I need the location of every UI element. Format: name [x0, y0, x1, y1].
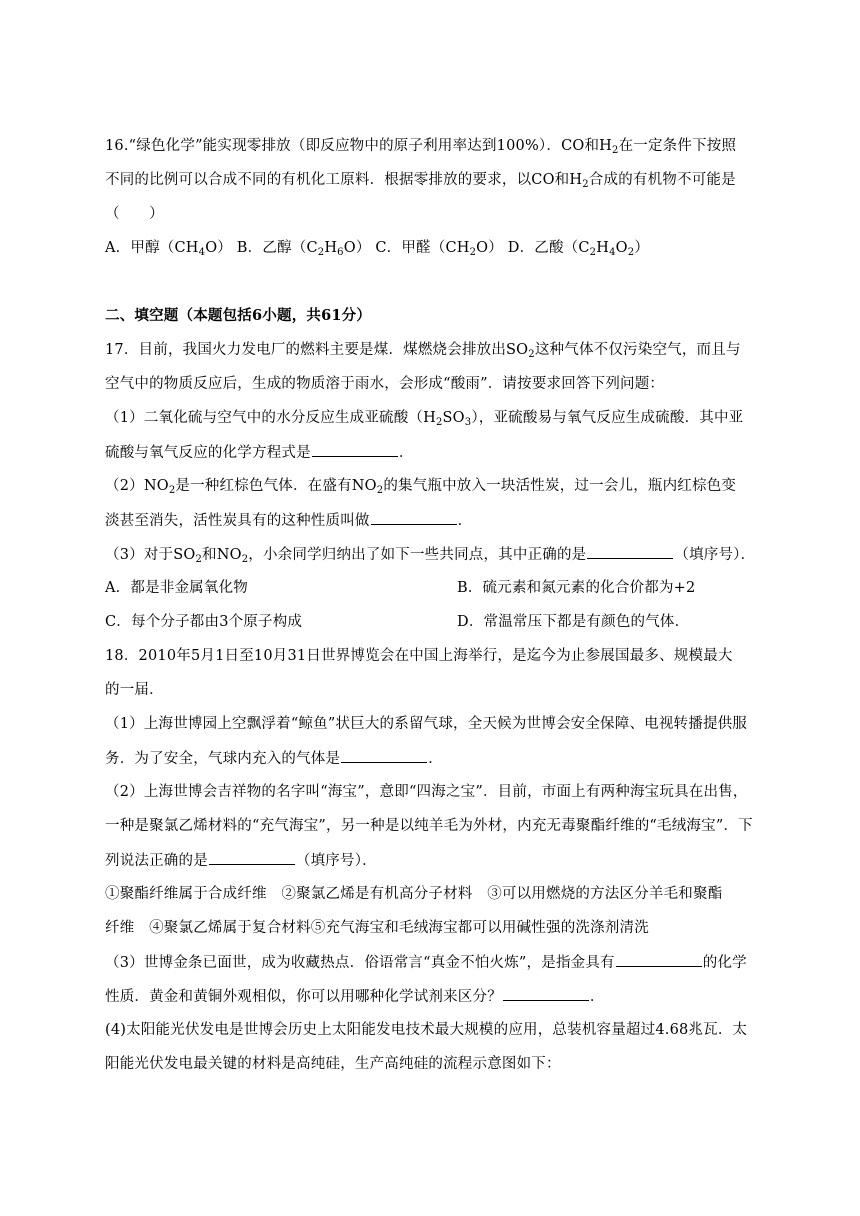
q16-line-2: 不同的比例可以合成不同的有机化工原料．根据零排放的要求，以CO和$H_2$合成的有机物不可能是 — [105, 172, 736, 190]
q17-line-1: 17．目前，我国火力发电厂的燃料主要是煤．煤燃烧会排放出$SO_2$这种气体不仅污染空气，而且与 — [105, 342, 741, 360]
section-2-heading: 二、填空题（本题包括6小题，共61分） — [105, 307, 372, 324]
q17-option-a: A．都是非金属氧化物 — [105, 580, 248, 596]
q16-line-1: 16.“绿色化学”能实现零排放（即反应物中的原子利用率达到100%）．CO和$H_2$在一定条件下按照 — [105, 138, 737, 156]
answer-blank[interactable] — [371, 510, 457, 525]
q16-option-c: C．甲醛$(CH_2O)$ — [375, 240, 503, 258]
q16-option-a: A．甲醇$(CH_4O)$ — [105, 240, 232, 258]
q18-part-2-line-3: 列说法正确的是 （填序号）． — [105, 850, 377, 871]
answer-blank[interactable] — [616, 952, 702, 967]
q17-option-d: D．常温常压下都是有颜色的气体． — [457, 614, 690, 630]
q18-line-2: 的一届． — [105, 682, 164, 698]
q17-part-1-line-2: 硫酸与氧气反应的化学方程式是 ． — [105, 442, 414, 463]
q17-part-2-line-1: $(2)NO_2$是一种红棕色气体．在盛有$NO_2$的集气瓶中放入一块活性炭，过一会儿，瓶内红棕色变 — [105, 478, 737, 496]
answer-blank[interactable] — [341, 748, 427, 763]
q17-line-2: 空气中的物质反应后，生成的物质溶于雨水，会形成“酸雨”．请按要求回答下列问题： — [105, 376, 665, 392]
q17-options-row-1 — [105, 578, 696, 598]
q18-part-2-line-2: 一种是聚氯乙烯材料的“充气海宝”，另一种是以纯羊毛为外材，内充无毒聚酯纤维的“毛绒海宝”．下 — [105, 818, 753, 834]
q18-part-4-line-2: 阳能光伏发电最关键的材料是高纯硅，生产高纯硅的流程示意图如下： — [105, 1056, 561, 1072]
q18-part-1-line-2: 务．为了安全，气球内充入的气体是 ． — [105, 748, 443, 769]
q16-options — [105, 238, 649, 258]
q17-options-row-2 — [105, 612, 690, 632]
q16-line-3: （ ） — [105, 206, 164, 222]
q18-statements-line-2: 纤维 ④聚氯乙烯属于复合材料⑤充气海宝和毛绒海宝都可以用碱性强的洗涤剂清洗 — [105, 920, 649, 936]
q17-option-b: B．硫元素和氮元素的化合价都为+2 — [457, 580, 696, 596]
q18-part-3-line-1: （3）世博金条已面世，成为收藏热点．俗语常言“真金不怕火炼”，是指金具有 的化学 — [105, 952, 747, 973]
q18-part-1-line-1: （1）上海世博园上空飘浮着“鲸鱼”状巨大的系留气球，全天候为世博会安全保障、电视转播提供服 — [105, 716, 748, 732]
q17-part-1-line-1: （1）二氧化硫与空气中的水分反应生成亚硫酸$(H_2SO_3)$，亚硫酸易与氧气反应生成硫酸．其中亚 — [105, 410, 744, 428]
q16-option-d: D．乙酸$(C_2H_4O_2)$ — [507, 240, 650, 258]
q18-part-3-line-2: 性质．黄金和黄铜外观相似，你可以用哪种化学试剂来区分？ ． — [105, 986, 605, 1007]
q17-part-3: （3）对于$SO_2$和$NO_2$，小余同学归纳出了如下一些共同点，其中正确的是 （填序号）． — [105, 544, 755, 565]
q18-part-4-line-1: (4)太阳能光伏发电是世博会历史上太阳能发电技术最大规模的应用，总装机容量超过4.68兆瓦．太 — [105, 1022, 748, 1038]
q18-statements-line-1: ①聚酯纤维属于合成纤维 ②聚氯乙烯是有机高分子材料 ③可以用燃烧的方法区分羊毛和聚酯 — [105, 886, 723, 902]
answer-blank[interactable] — [312, 442, 398, 457]
answer-blank[interactable] — [209, 850, 295, 865]
answer-blank[interactable] — [503, 986, 589, 1001]
answer-blank[interactable] — [587, 544, 673, 559]
q17-option-c: C．每个分子都由3个原子构成 — [105, 614, 303, 630]
q17-part-2-line-2: 淡甚至消失，活性炭具有的这种性质叫做 ． — [105, 510, 472, 531]
q18-line-1: 18．2010年5月1日至10月31日世界博览会在中国上海举行，是迄今为止参展国最多、规模最大 — [105, 648, 733, 664]
q18-part-2-line-1: （2）上海世博会吉祥物的名字叫“海宝”，意即“四海之宝”．目前，市面上有两种海宝玩具在出售， — [105, 784, 748, 800]
q16-option-b: B．乙醇$(C_2H_6O)$ — [236, 240, 371, 258]
